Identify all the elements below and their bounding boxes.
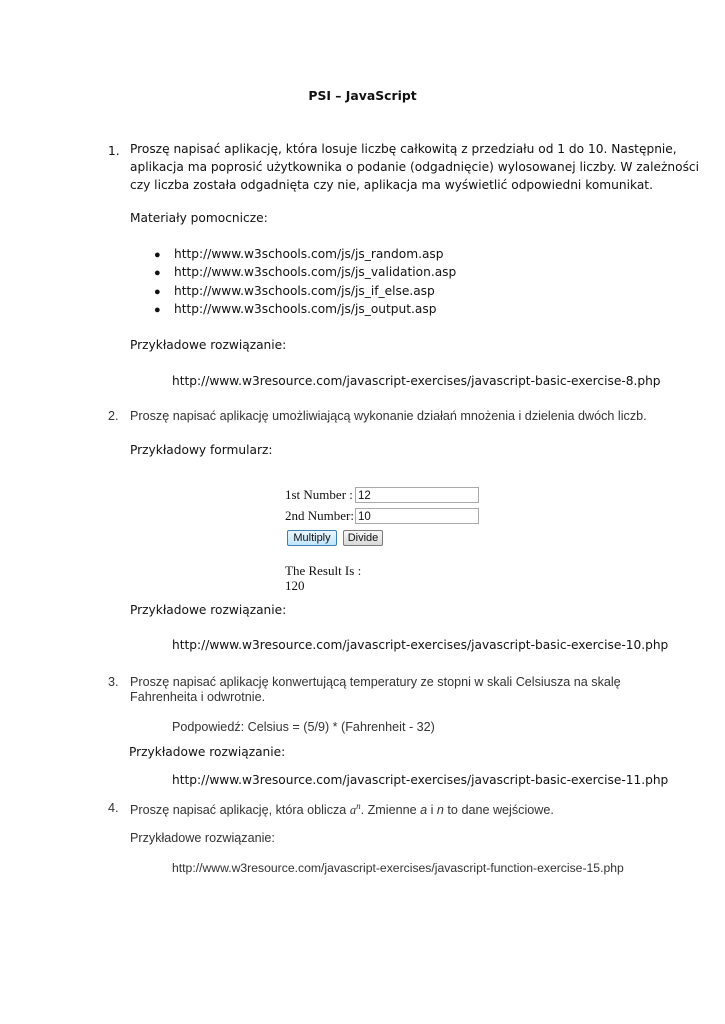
multiply-button: Multiply (287, 530, 337, 546)
task-4-text-middle: . Zmienne (360, 803, 421, 818)
result-label: The Result Is : (285, 563, 362, 578)
math-exponent: n (356, 801, 361, 811)
material-link-3[interactable]: http://www.w3schools.com/js/js_if_else.asp (174, 284, 435, 298)
task-3-hint: Podpowiedź: Celsius = (5/9) * (Fahrenheit - 32) (172, 720, 435, 734)
task-3-solution-link[interactable]: http://www.w3resource.com/javascript-exercises/javascript-basic-exercise-11.php (172, 773, 669, 787)
task-1-line-2: aplikacja ma poprosić użytkownika o podanie (odgadnięcie) wylosowanej liczby. W zależności (130, 160, 700, 174)
first-number-label: 1st Number : (285, 487, 353, 502)
task-3-number: 3. (108, 675, 119, 689)
task-1-line-3: czy liczba została odgadnięta czy nie, aplikacja ma wyświetlić odpowiedni komunikat. (130, 178, 653, 192)
task-4-text (130, 801, 554, 818)
task-1-number: 1. (108, 144, 120, 158)
task-4-solution-link[interactable]: http://www.w3resource.com/javascript-exercises/javascript-function-exercise-15.php (172, 861, 624, 875)
bullet-icon: ● (154, 286, 161, 298)
task-4-solution-label: Przykładowe rozwiązanie: (130, 831, 275, 845)
material-link-2[interactable]: http://www.w3schools.com/js/js_validation.asp (174, 265, 457, 279)
variable-n: n (436, 803, 444, 818)
second-number-label: 2nd Number: (285, 508, 354, 523)
math-base: a (349, 803, 357, 818)
material-link-1[interactable]: http://www.w3schools.com/js/js_random.asp (174, 247, 444, 261)
result-value: 120 (285, 578, 305, 593)
second-number-input: 10 (355, 508, 479, 524)
bullet-icon: ● (154, 249, 161, 261)
page-title: PSI – JavaScript (308, 88, 417, 103)
task-2-number: 2. (108, 409, 119, 423)
bullet-icon: ● (154, 267, 161, 279)
task-1-solution-link[interactable]: http://www.w3resource.com/javascript-exercises/javascript-basic-exercise-8.php (172, 374, 661, 388)
task-2-form-label: Przykładowy formularz: (130, 443, 273, 457)
task-1-line-1: Proszę napisać aplikację, która losuje liczbę całkowitą z przedziału od 1 do 10. Następnie, (130, 142, 677, 156)
task-2-text: Proszę napisać aplikację umożliwiającą wykonanie działań mnożenia i dzielenia dwóch liczb. (130, 409, 647, 423)
task-1-solution-label: Przykładowe rozwiązanie: (130, 338, 287, 352)
material-link-4[interactable]: http://www.w3schools.com/js/js_output.asp (174, 302, 437, 316)
task-4-number: 4. (108, 801, 119, 815)
task-3-solution-label: Przykładowe rozwiązanie: (129, 745, 286, 759)
task-3-line-2: Fahrenheita i odwrotnie. (130, 690, 266, 704)
task-2-solution-link[interactable]: http://www.w3resource.com/javascript-exercises/javascript-basic-exercise-10.php (172, 638, 669, 652)
bullet-icon: ● (154, 304, 161, 316)
task-4-text-end: to dane wejściowe. (443, 803, 554, 818)
task-1-materials-label: Materiały pomocnicze: (130, 211, 268, 225)
task-2-solution-label: Przykładowe rozwiązanie: (130, 603, 287, 617)
example-form-image (285, 483, 490, 595)
divide-button: Divide (343, 530, 383, 546)
variable-a: a (420, 803, 428, 818)
task-4-text-before: Proszę napisać aplikację, która oblicza (130, 803, 350, 818)
task-4-text-conj: i (427, 803, 437, 818)
first-number-input: 12 (355, 487, 479, 503)
task-3-line-1: Proszę napisać aplikację konwertującą temperatury ze stopni w skali Celsiusza na skalę (130, 675, 621, 689)
math-power (350, 803, 361, 817)
